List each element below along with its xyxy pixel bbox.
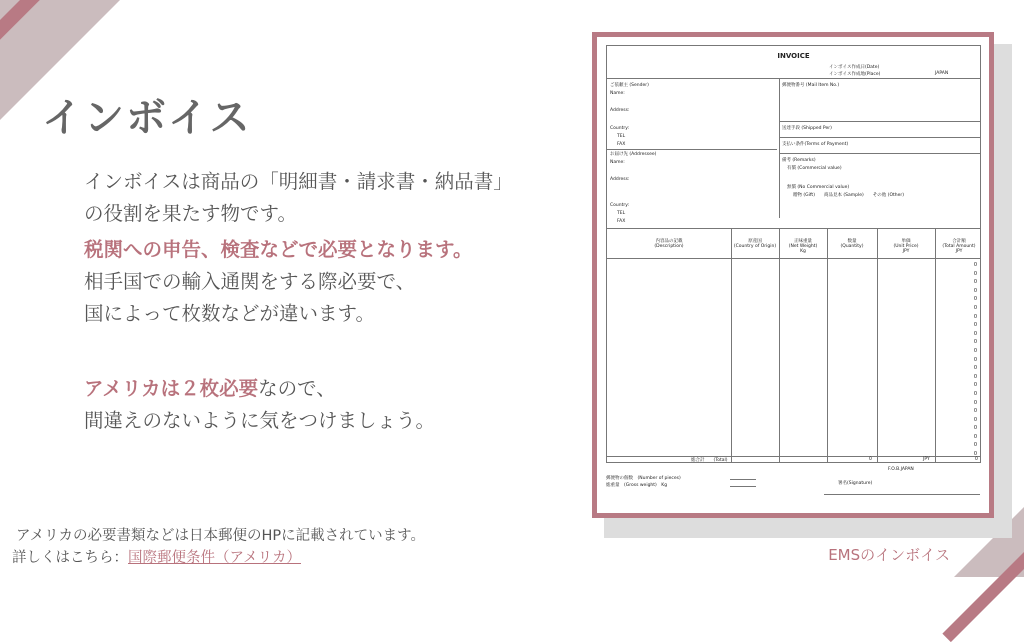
- rule: [779, 137, 980, 138]
- footer-line-1: アメリカの必要書類などは日本郵便のHPに記載されています。: [16, 528, 425, 544]
- sender-fax: FAX: [617, 142, 626, 147]
- footer-note: [12, 525, 425, 569]
- footer-prefix: 詳しくはこちら：: [12, 550, 128, 566]
- amount-cell: 0: [973, 304, 977, 311]
- rule: [827, 228, 828, 462]
- postal-conditions-link[interactable]: 国際郵便条件（アメリカ）: [128, 550, 301, 566]
- amount-cell: 0: [973, 365, 977, 372]
- customs-line-2: 相手国での輸入通関をする際必要で、: [84, 270, 416, 293]
- amount-cell: 0: [973, 270, 977, 277]
- total-value: 0: [975, 457, 978, 462]
- invoice-image-frame: [592, 32, 994, 518]
- amount-column-values: [974, 261, 977, 459]
- usa-accent: アメリカは２枚必要: [84, 377, 259, 400]
- col-unit-price: 単価 (Unit Price) JPY: [893, 239, 919, 254]
- total-quantity: 0: [869, 457, 872, 462]
- rule: [731, 228, 732, 462]
- sender-address: Address:: [610, 108, 630, 113]
- amount-cell: 0: [973, 339, 977, 346]
- amount-cell: 0: [973, 347, 977, 354]
- addressee-country: Country:: [610, 203, 630, 208]
- fob-label: F.O.B.JAPAN: [888, 467, 914, 472]
- amount-cell: 0: [973, 390, 977, 397]
- amount-cell: 0: [973, 442, 977, 449]
- usa-line-2: 間違えのないように気をつけましょう。: [84, 409, 436, 432]
- total-currency: JPY: [923, 457, 930, 462]
- slide-title: インボイス: [42, 95, 252, 141]
- commercial-option: 有償 (Commercial value): [787, 166, 842, 171]
- amount-cell: 0: [973, 399, 977, 406]
- footer-line-2: [12, 547, 425, 569]
- amount-cell: 0: [973, 279, 977, 286]
- intro-line-1: インボイスは商品の「明細書・請求書・納品書」: [84, 170, 513, 193]
- addressee-label: お届け先 (Addressee): [610, 152, 657, 157]
- amount-cell: 0: [973, 425, 977, 432]
- amount-cell: 0: [973, 433, 977, 440]
- weight-line: [730, 486, 756, 487]
- addressee-address: Address:: [610, 177, 630, 182]
- image-caption: EMSのインボイス: [828, 546, 950, 564]
- invoice-place-label: インボイス作成地(Place): [829, 72, 881, 77]
- rule: [607, 228, 980, 229]
- gross-weight-label: 総重量 (Gross weight) Kg: [606, 483, 668, 488]
- intro-line-2: の役割を果たす物です。: [84, 202, 297, 225]
- col-origin: 原産国 (Country of Origin): [733, 239, 777, 249]
- paragraph-intro: [84, 166, 513, 230]
- signature-line: [824, 494, 980, 495]
- sender-label: ご依頼主 (Sender): [610, 83, 649, 88]
- col-net-weight: 正味重量 (Net Weight) Kg: [788, 239, 818, 254]
- remarks-label: 備考 (Remarks): [782, 158, 816, 163]
- addressee-name: Name:: [610, 160, 625, 165]
- rule: [935, 228, 936, 462]
- rule: [779, 228, 780, 462]
- invoice-date-label: インボイス作成日(Date): [829, 65, 880, 70]
- amount-cell: 0: [973, 296, 977, 303]
- col-description: 内容品の記載 (Description): [654, 239, 684, 249]
- no-commercial-option: 無償 (No Commercial value): [787, 185, 850, 190]
- invoice-title: INVOICE: [777, 52, 810, 60]
- total-label: 総合計 (Total): [691, 458, 728, 463]
- amount-cell: 0: [973, 322, 977, 329]
- paragraph-customs: [84, 234, 472, 330]
- invoice-form: [606, 45, 981, 463]
- pieces-label: 郵便物の個数 (Number of pieces): [606, 476, 681, 481]
- amount-cell: 0: [973, 287, 977, 294]
- rule: [779, 121, 980, 122]
- usa-rest: なので、: [258, 377, 336, 400]
- sender-tel: TEL: [617, 134, 626, 139]
- rule: [877, 228, 878, 462]
- amount-cell: 0: [973, 416, 977, 423]
- col-total-amount: 合計額 (Total Amount) JPY: [942, 239, 976, 254]
- col-quantity: 数量 (Quantity): [840, 239, 864, 249]
- signature-label: 署名(Signature): [838, 481, 873, 486]
- mail-item-label: 郵便物番号 (Mail Item No.): [782, 83, 840, 88]
- addressee-fax: FAX: [617, 219, 626, 224]
- paragraph-usa: [84, 373, 435, 437]
- rule: [779, 78, 780, 218]
- rule: [607, 78, 980, 79]
- amount-cell: 0: [973, 451, 977, 458]
- invoice-footer: [606, 467, 981, 507]
- no-commercial-types: 贈物 (Gift) 商品見本 (Sample) その他 (Other): [793, 193, 904, 198]
- amount-cell: 0: [973, 330, 977, 337]
- rule: [607, 149, 777, 150]
- amount-cell: 0: [973, 408, 977, 415]
- sender-name: Name:: [610, 91, 625, 96]
- customs-accent-line: 税関への申告、検査などで必要となります。: [84, 238, 473, 261]
- amount-cell: 0: [973, 382, 977, 389]
- amount-cell: 0: [973, 373, 977, 380]
- amount-cell: 0: [973, 313, 977, 320]
- rule: [607, 258, 980, 259]
- shipped-per-label: 送達手段 (Shipped Per): [782, 126, 832, 131]
- amount-cell: 0: [973, 356, 977, 363]
- sender-country: Country:: [610, 126, 630, 131]
- customs-line-3: 国によって枚数などが違います。: [84, 302, 375, 325]
- addressee-tel: TEL: [617, 211, 626, 216]
- rule: [779, 153, 980, 154]
- usa-line-1: [84, 373, 435, 405]
- invoice-place-value: JAPAN: [935, 71, 949, 76]
- pieces-line: [730, 479, 756, 480]
- amount-cell: 0: [973, 262, 977, 268]
- terms-label: 支払い条件(Terms of Payment): [782, 142, 849, 147]
